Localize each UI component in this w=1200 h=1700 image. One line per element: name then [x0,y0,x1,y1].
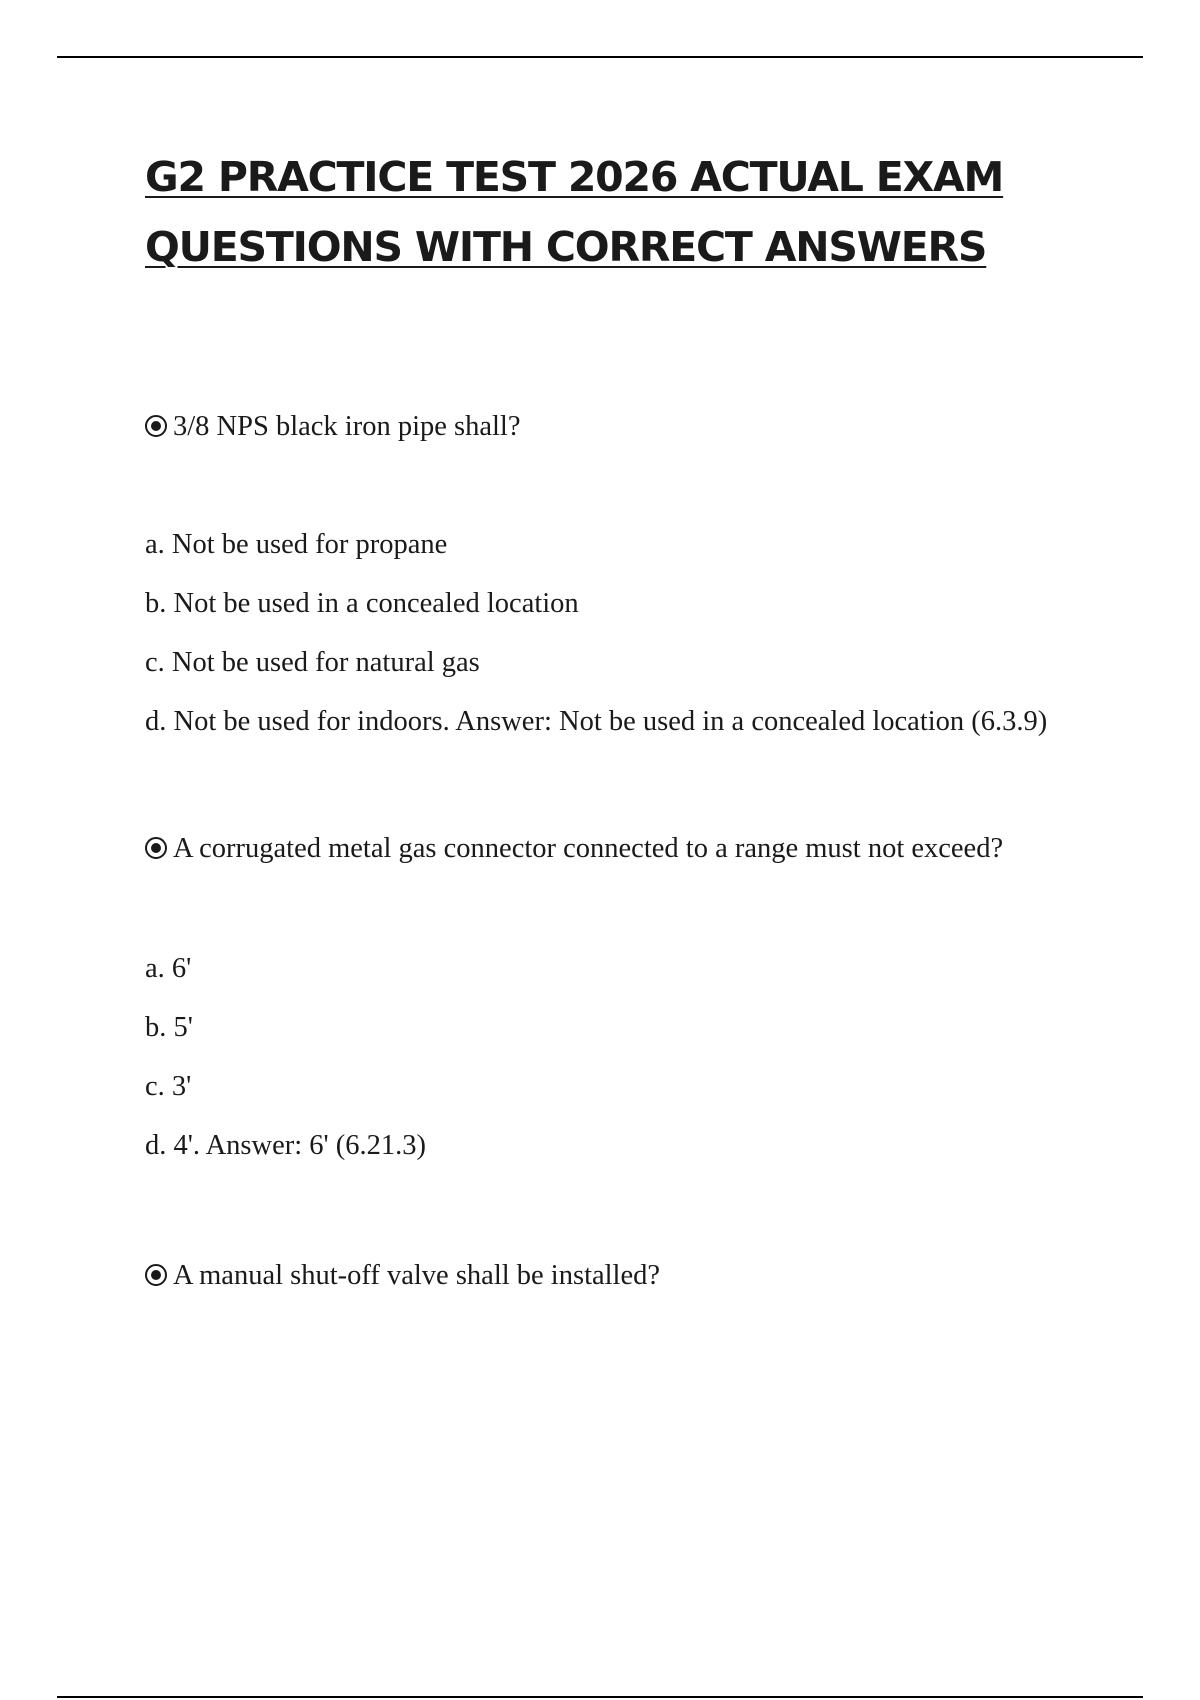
question-1 [145,406,1085,743]
radio-bullet-icon [145,415,167,437]
option-c: c. 3' [145,1071,192,1102]
document-title [145,142,1085,282]
question-3-label: A manual shut-off valve shall be installed? [173,1260,661,1291]
option-d-with-answer: d. 4'. Answer: 6' (6.21.3) [145,1130,426,1161]
option-a: a. Not be used for propane [145,529,448,560]
radio-bullet-icon [145,837,167,859]
title-line-2: QUESTIONS WITH CORRECT ANSWERS [145,223,987,271]
question-2 [145,828,1085,1167]
option-b: b. 5' [145,1012,193,1043]
question-3-text [145,1255,1085,1297]
question-1-options [145,524,1085,743]
question-3 [145,1255,1085,1297]
option-b: b. Not be used in a concealed location [145,588,579,619]
top-rule [57,56,1143,58]
option-c: c. Not be used for natural gas [145,647,480,678]
question-2-options [145,948,1085,1167]
question-2-text [145,828,1085,870]
title-line-1: G2 PRACTICE TEST 2026 ACTUAL EXAM [145,153,1004,201]
question-1-text [145,406,1085,448]
question-1-label: 3/8 NPS black iron pipe shall? [173,411,521,442]
radio-bullet-icon [145,1264,167,1286]
question-2-label: A corrugated metal gas connector connected to a range must not exceed? [173,833,1004,864]
bottom-rule [57,1696,1143,1698]
document-body [145,142,1085,1297]
option-a: a. 6' [145,953,192,984]
option-d-with-answer: d. Not be used for indoors. Answer: Not be used in a concealed location (6.3.9) [145,706,1048,737]
